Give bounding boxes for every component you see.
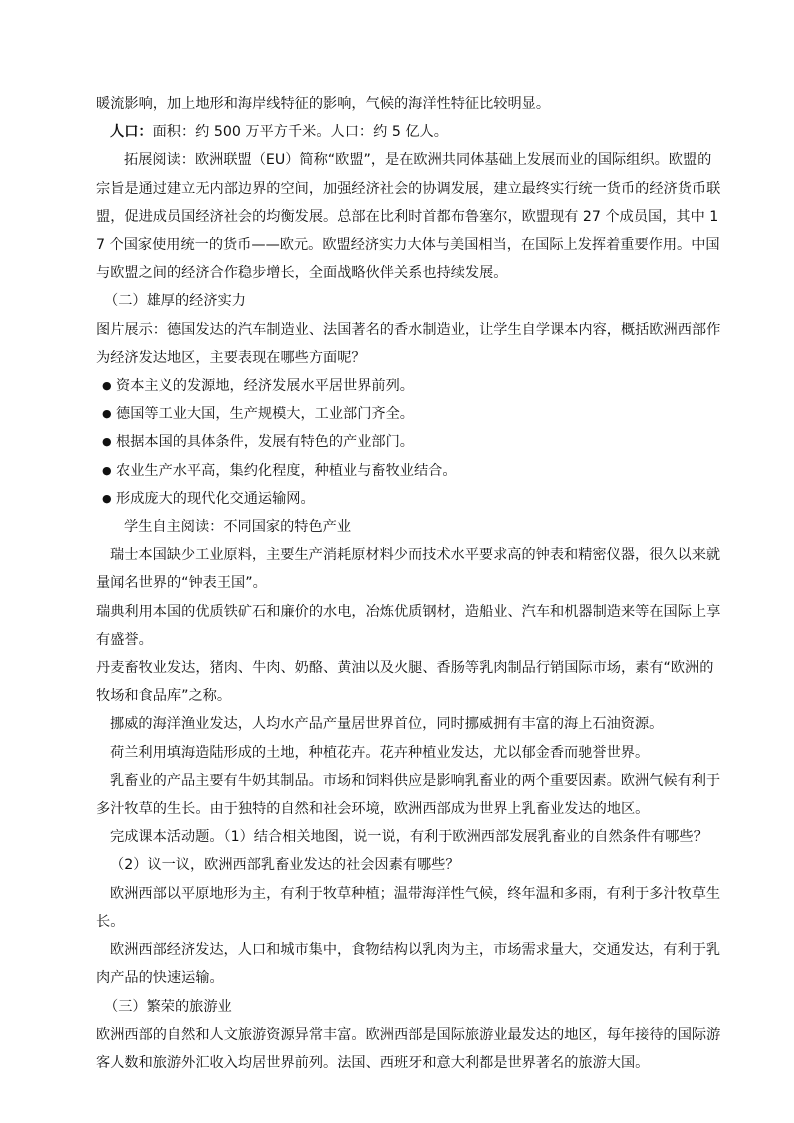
- paragraph-population: [96, 118, 724, 146]
- bullet-icon: ●: [102, 491, 112, 505]
- bullet-text: 农业生产水平高，集约化程度，种植业与畜牧业结合。: [116, 462, 457, 479]
- bullet-text: 根据本国的具体条件，发展有特色的产业部门。: [116, 434, 414, 451]
- population-label: 人口：: [110, 124, 153, 141]
- bullet-icon: ●: [102, 463, 112, 477]
- paragraph-sweden: 瑞典利用本国的优质铁矿石和廉价的水电，冶炼优质钢材，造船业、汽车和机器制造来等在国际上享有盛誉。: [96, 603, 721, 648]
- population-text: 面积：约 500 万平方千米。人口：约 5 亿人。: [152, 124, 448, 141]
- bullet-text: 资本主义的发源地，经济发展水平居世界前列。: [116, 378, 414, 395]
- paragraph-activity-q1: 完成课本活动题。（1）结合相关地图，说一说，有利于欧洲西部发展乳畜业的自然条件有哪些？: [110, 829, 708, 846]
- list-item: [96, 400, 724, 428]
- bullet-text: 德国等工业大国，生产规模大，工业部门齐全。: [116, 406, 414, 423]
- list-item: [96, 372, 724, 400]
- paragraph-eu-reading: 拓展阅读：欧洲联盟（EU）简称“欧盟”，是在欧洲共同体基础上发展而业的国际组织。欧盟的宗旨是通过建立无内部边界的空间，加强经济社会的协调发展，建立最终实行统一货币的经济货币联盟，促进成员国经济社会的均衡发展。总部在比利时首都布鲁塞尔，欧盟现有 27 个成员国，其中 17 个国家使用统一的货币——欧元。欧盟经济实力大体与美国相当，在国际上发挥着重要作用。中国与欧盟之间的经济合作稳步增长，全面战略伙伴关系也持续发展。: [96, 152, 721, 282]
- paragraph-netherlands: 荷兰利用填海造陆形成的土地，种植花卉。花卉种植业发达，尤以郁金香而驰誉世界。: [110, 744, 650, 761]
- bullet-text: 形成庞大的现代化交通运输网。: [116, 490, 315, 507]
- bullet-icon: ●: [102, 407, 112, 421]
- paragraph-activity-q2: （2）议一议，欧洲西部乳畜业发达的社会因素有哪些？: [110, 857, 460, 874]
- heading-tourism: （三）繁荣的旅游业: [104, 998, 232, 1015]
- paragraph-self-reading: 学生自主阅读：不同国家的特色产业: [124, 519, 352, 536]
- document-body: [96, 90, 724, 1077]
- paragraph-image-display: 图片展示：德国发达的汽车制造业、法国著名的香水制造业，让学生自学课本内容，概括欧洲西部作为经济发达地区，主要表现在哪些方面呢？: [96, 321, 721, 366]
- list-item: [96, 428, 724, 456]
- bullet-icon: ●: [102, 379, 112, 393]
- list-item: [96, 457, 724, 485]
- paragraph-answer-social: 欧洲西部经济发达，人口和城市集中，食物结构以乳肉为主，市场需求量大，交通发达，有利于乳肉产品的快速运输。: [96, 942, 721, 987]
- paragraph-tourism: 欧洲西部的自然和人文旅游资源异常丰富。欧洲西部是国际旅游业最发达的地区，每年接待的国际游客人数和旅游外汇收入均居世界前列。法国、西班牙和意大利都是世界著名的旅游大国。: [96, 1026, 721, 1071]
- bullet-icon: ●: [102, 435, 112, 449]
- list-item: [96, 485, 724, 513]
- paragraph-answer-natural: 欧洲西部以平原地形为主，有利于牧草种植；温带海洋性气候，终年温和多雨，有利于多汁牧草生长。: [96, 885, 721, 930]
- paragraph-switzerland: 瑞士本国缺少工业原料，主要生产消耗原材料少而技术水平要求高的钟表和精密仪器，很久以来就量闻名世界的“钟表王国”。: [96, 547, 721, 592]
- paragraph-denmark: 丹麦畜牧业发达，猪肉、牛肉、奶酪、黄油以及火腿、香肠等乳肉制品行销国际市场，素有“欧洲的牧场和食品库”之称。: [96, 660, 714, 705]
- heading-economy: （二）雄厚的经济实力: [104, 293, 246, 310]
- paragraph-norway: 挪威的海洋渔业发达，人均水产品产量居世界首位，同时挪威拥有丰富的海上石油资源。: [110, 716, 664, 733]
- paragraph-dairy: 乳畜业的产品主要有牛奶其制品。市场和饲料供应是影响乳畜业的两个重要因素。欧洲气候有利于多汁牧草的生长。由于独特的自然和社会环境，欧洲西部成为世界上乳畜业发达的地区。: [96, 772, 721, 818]
- paragraph-climate: 暖流影响，加上地形和海岸线特征的影响，气候的海洋性特征比较明显。: [96, 96, 551, 112]
